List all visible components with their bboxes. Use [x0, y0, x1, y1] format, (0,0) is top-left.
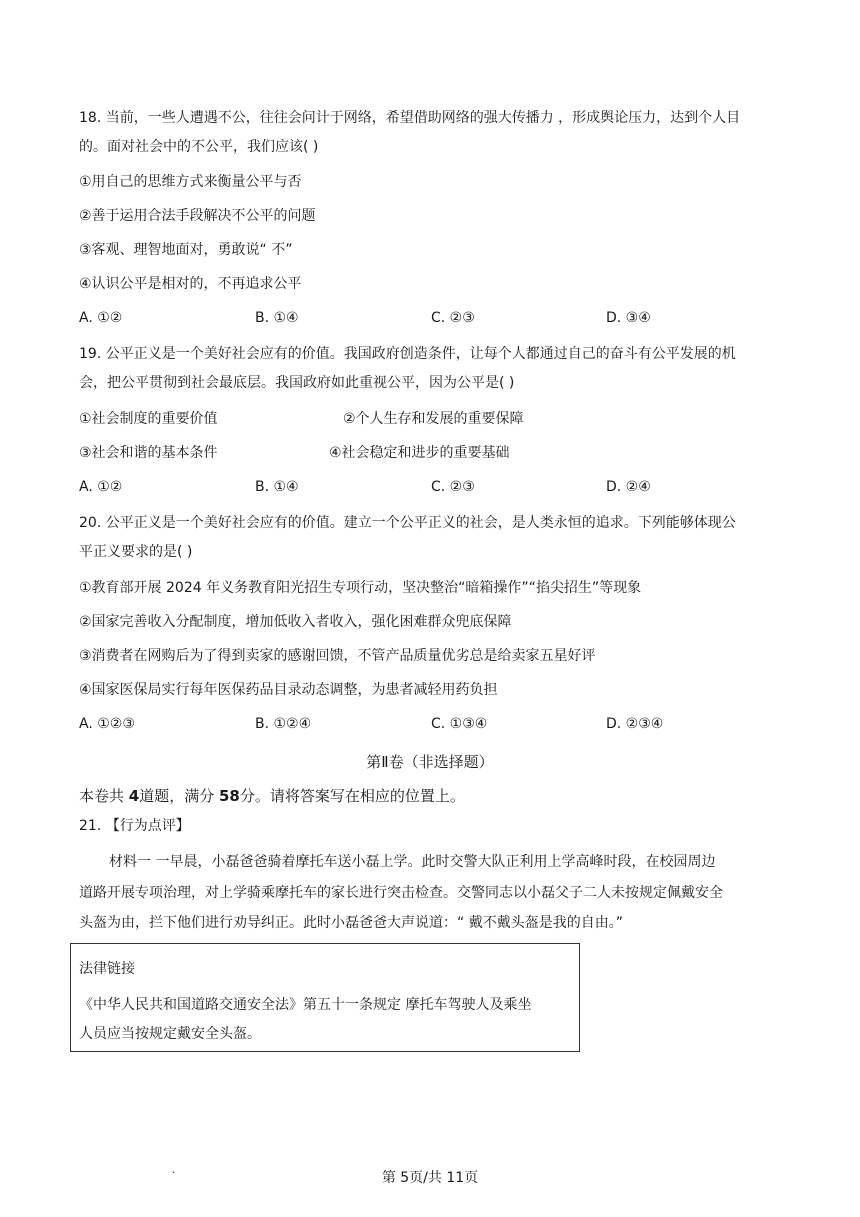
q19-option-d[interactable]: D. ②④	[606, 479, 651, 495]
q21-heading: 21. 【行为点评】	[79, 818, 190, 834]
q20-option-d[interactable]: D. ②③④	[606, 716, 664, 732]
q20-option-c[interactable]: C. ①③④	[431, 716, 488, 732]
q19-item-4: ④社会稳定和进步的重要基础	[329, 445, 510, 461]
q19-stem-line2: 会，把公平贯彻到社会最底层。我国政府如此重视公平，因为公平是( )	[79, 375, 515, 391]
q18-item-2: ②善于运用合法手段解决不公平的问题	[79, 208, 316, 224]
q18-stem-line2: 的。面对社会中的不公平，我们应该( )	[79, 139, 319, 155]
q19-item-1: ①社会制度的重要价值	[79, 411, 218, 427]
q20-stem-line2: 平正义要求的是( )	[79, 544, 193, 560]
q19-item-3: ③社会和谐的基本条件	[79, 445, 218, 461]
q21-para-line2: 道路开展专项治理，对上学骑乘摩托车的家长进行突击检查。交警同志以小磊父子二人未按规定佩戴安全	[79, 885, 723, 901]
q18-item-1: ①用自己的思维方式来衡量公平与否	[79, 174, 302, 190]
section-title: 第Ⅱ卷（非选择题）	[366, 753, 494, 771]
q20-item-4: ④国家医保局实行每年医保药品目录动态调整，为患者减轻用药负担	[79, 682, 498, 698]
q19-option-a[interactable]: A. ①②	[79, 479, 123, 495]
legal-link-title: 法律链接	[79, 961, 135, 977]
q19-stem-line1: 19. 公平正义是一个美好社会应有的价值。我国政府创造条件，让每个人都通过自己的奋斗有公平发展的机	[79, 346, 736, 362]
footer-dot: .	[172, 1165, 176, 1176]
legal-link-line2: 人员应当按规定戴安全头盔。	[79, 1026, 261, 1042]
q18-option-a[interactable]: A. ①②	[79, 310, 123, 326]
page-number: 第 5页/共 11页	[381, 1170, 479, 1186]
q21-para-line3: 头盔为由，拦下他们进行劝导纠正。此时小磊爸爸大声说道：“ 戴不戴头盔是我的自由。”	[79, 915, 623, 931]
q18-option-c[interactable]: C. ②③	[431, 310, 475, 326]
q19-option-c[interactable]: C. ②③	[431, 479, 475, 495]
q19-option-b[interactable]: B. ①④	[255, 479, 299, 495]
q20-option-a[interactable]: A. ①②③	[79, 716, 135, 732]
q20-item-3: ③消费者在网购后为了得到卖家的感谢回馈，不管产品质量优劣总是给卖家五星好评	[79, 648, 596, 664]
q19-item-2: ②个人生存和发展的重要保障	[343, 411, 524, 427]
q18-option-d[interactable]: D. ③④	[606, 310, 651, 326]
q20-stem-line1: 20. 公平正义是一个美好社会应有的价值。建立一个公平正义的社会，是人类永恒的追求。下列能够体现公	[79, 515, 736, 531]
q18-item-4: ④认识公平是相对的，不再追求公平	[79, 276, 302, 292]
q21-para-line1: 材料一 一早晨，小磊爸爸骑着摩托车送小磊上学。此时交警大队正利用上学高峰时段，在校园周边	[109, 854, 716, 870]
q18-option-b[interactable]: B. ①④	[255, 310, 299, 326]
q18-item-3: ③客观、理智地面对，勇敢说“ 不”	[79, 242, 293, 258]
q20-item-1: ①教育部开展 2024 年义务教育阳光招生专项行动，坚决整治“暗箱操作”“掐尖招生”等现象	[79, 580, 642, 596]
legal-link-line1: 《中华人民共和国道路交通安全法》第五十一条规定 摩托车驾驶人及乘坐	[79, 997, 532, 1013]
section-instructions: 本卷共 4道题，满分 58分。请将答案写在相应的位置上。	[79, 787, 465, 805]
q20-item-2: ②国家完善收入分配制度，增加低收入者收入，强化困难群众兜底保障	[79, 614, 512, 630]
q18-stem-line1: 18. 当前，一些人遭遇不公，往往会问计于网络，希望借助网络的强大传播力 ，形成舆论压力，达到个人目	[79, 110, 741, 126]
q20-option-b[interactable]: B. ①②④	[255, 716, 312, 732]
legal-link-box	[70, 943, 580, 1052]
